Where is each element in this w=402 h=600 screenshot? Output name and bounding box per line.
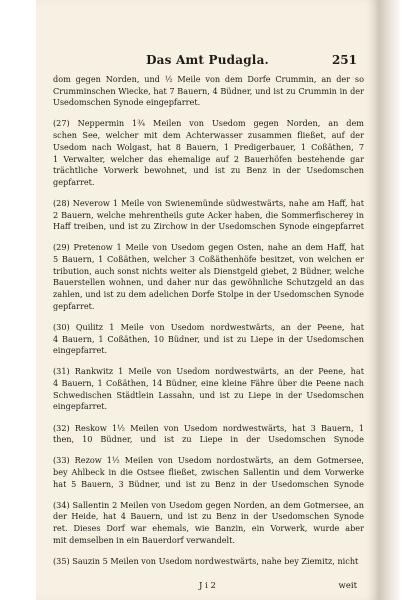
text-line: tribution, auch sonst nichts weiter als Dienstgeld giebet, 2 Büdner, welche (53, 265, 364, 276)
text-line: eingepfarret. (53, 401, 108, 412)
text-line: gepfarret. (53, 176, 95, 187)
paragraph (53, 74, 364, 109)
text-line: (32) Reskow 1½ Meilen von Usedom nordwestwärts, hat 3 Bauern, 1 (53, 422, 364, 433)
text-line: (27) Neppermin 1¾ Meilen von Usedom gegen Norden, an dem (53, 118, 364, 129)
paragraph (53, 242, 364, 312)
text-line: 1 Verwalter, welcher das ehemalige auf 2 Bauerhöfen bestehende gar (53, 153, 364, 164)
text-line: bey Ahlbeck in die Ostsee fließet, zwischen Sallentin und dem Vorwerke (53, 466, 364, 477)
paragraph (53, 556, 364, 568)
paragraph (53, 322, 364, 357)
text-line: schen See, welcher mit dem Achterwasser zusammen fließet, auf der (53, 130, 364, 141)
paragraph (53, 423, 364, 446)
text-line: gepfarret. (53, 300, 95, 311)
page-body (53, 74, 364, 577)
paragraph (53, 198, 364, 233)
text-line: eingepfarret. (53, 345, 108, 356)
text-line: Crumminschen Wiecke, hat 7 Bauern, 4 Büdner, und ist zu Crummin in der (53, 85, 364, 96)
text-line: hat 5 Bauern, 3 Büdner, und ist zu Benz in der Usedomschen Synode (53, 478, 364, 489)
text-line: 5 Bauern, 1 Coßäthen, welcher 3 Coßäthenhöfe besitzet, von welchen er (53, 254, 364, 265)
text-line: dom gegen Norden, und ½ Meile von dem Dorfe Crummin, an der so (53, 74, 364, 84)
running-head-title: Das Amt Pudagla. (146, 53, 269, 67)
text-line: Schwedischen Städtlein Lassahn, und ist zu Liepe in der Usedomschen (53, 389, 364, 400)
page-number: 251 (331, 53, 357, 67)
paragraph (53, 455, 364, 490)
text-line: (31) Rankwitz 1 Meile von Usedom nordwestwärts, an der Peene, hat (53, 366, 364, 377)
text-line: ret. Dieses Dorf war ehemals, wie Banzin, ein Vorwerk, wurde aber (53, 523, 364, 534)
paragraph (53, 366, 364, 413)
text-line: Bauerstellen wohnen, und daher nur das gewöhnliche Schutzgeld an das (53, 277, 364, 288)
text-line: Usedomschen Synode eingepfarret. (53, 97, 201, 108)
text-line: der Heide, hat 4 Bauern, und ist zu Benz in der Usedomschen Synode (53, 511, 364, 522)
text-line: 4 Bauern, 1 Coßäthen, 10 Büdner, und ist zu Liepe in der Usedomschen (53, 333, 364, 344)
catchword: weit (338, 581, 357, 591)
text-line: (30) Quilitz 1 Meile von Usedom nordwestwärts, an der Peene, hat (53, 321, 364, 332)
text-line: (29) Pretenow 1 Meile von Usedom gegen Osten, nahe an dem Haff, hat (53, 242, 364, 253)
text-line: (33) Rezow 1½ Meilen von Usedom nordostwärts, an dem Gotmersee, (53, 455, 364, 466)
text-line: 2 Bauern, welche mehrentheils gute Acker haben, die Sommerfischerey in (53, 209, 364, 220)
text-line: Haff treiben, und ist zu Zirchow in der Usedomschen Synode eingepfarret (53, 221, 364, 232)
text-line: (28) Neverow 1 Meile von Swienemünde südwestwärts, nahe am Haff, hat (53, 197, 364, 208)
text-line: 4 Bauern, 1 Coßäthen, 14 Büdner, eine kleine Fähre über die Peene nach (53, 378, 364, 389)
text-line: zahlen, und ist zu dem adelichen Dorfe Stolpe in der Usedomschen Synode (53, 289, 364, 300)
text-line: mit demselben in ein Bauerdorf verwandelt. (53, 534, 235, 545)
text-line: (34) Sallentin 2 Meilen von Usedom gegen Norden, an dem Gotmersee, an (53, 499, 364, 510)
text-line: then, 10 Büdner, und ist zu Liepe in der Usedomschen Synode (53, 434, 364, 445)
paragraph (53, 500, 364, 547)
book-page (36, 0, 379, 600)
paragraph (53, 118, 364, 188)
text-line: trächtliche Vorwerk bewohnet, und ist zu Benz in der Usedomschen (53, 165, 364, 176)
signature-mark: J i 2 (199, 581, 216, 591)
page-edge-shadow (379, 0, 402, 600)
text-line: Usedom nach Wolgast, hat 8 Bauern, 1 Predigerbauer, 1 Coßäthen, 7 (53, 141, 364, 152)
text-line: (35) Sauzin 5 Meilen von Usedom nordwestwärts, nahe bey Ziemitz, nicht (53, 555, 359, 566)
